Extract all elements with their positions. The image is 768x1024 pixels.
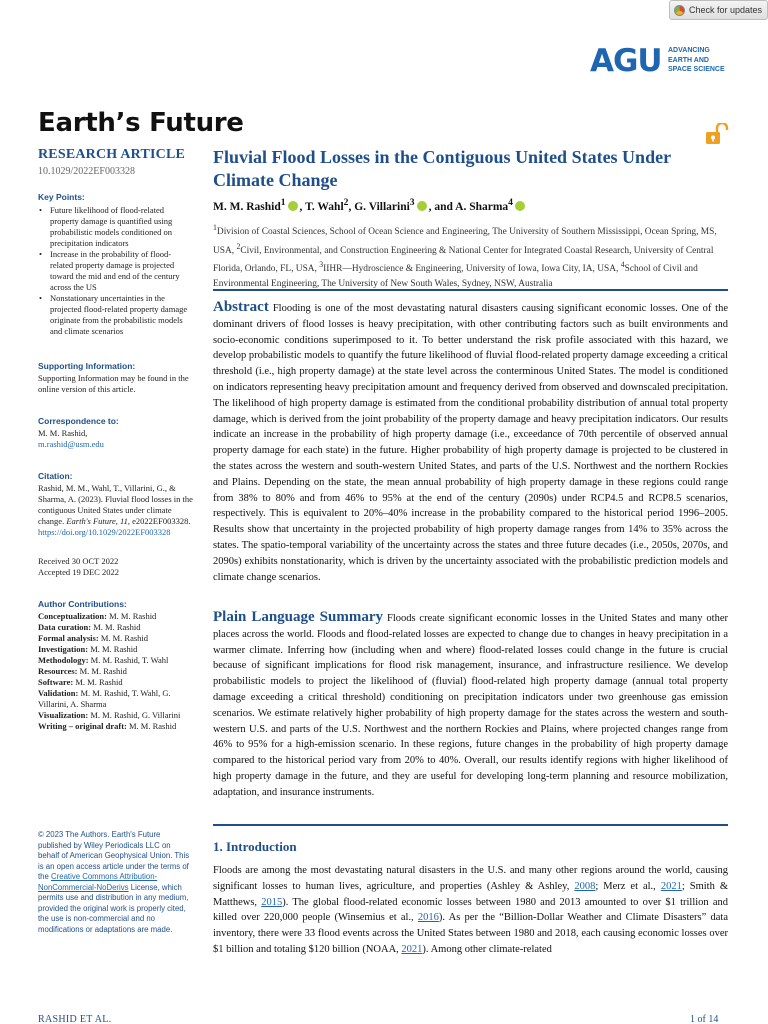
author-contributions-heading: Author Contributions:	[38, 599, 127, 609]
affiliation: IIHR—Hydroscience & Engineering, University of Iowa, Iowa City, IA, USA,	[323, 264, 621, 275]
contribution-item	[38, 633, 193, 644]
contribution-item	[38, 721, 193, 732]
author-affiliation-mark: 1	[280, 197, 286, 208]
journal-title: Earth’s Future	[38, 108, 244, 138]
crossmark-icon	[674, 5, 685, 16]
author-separator: ,	[348, 200, 355, 213]
check-for-updates-label: Check for updates	[689, 5, 763, 15]
author-affiliation-mark: 2	[343, 197, 349, 208]
introduction-paragraph	[213, 863, 728, 958]
contribution-item	[38, 611, 193, 622]
orcid-icon[interactable]	[288, 201, 298, 211]
abstract	[213, 300, 728, 585]
contribution-names: M. M. Rashid	[126, 721, 177, 731]
contribution-names: M. M. Rashid, T. Wahl	[88, 655, 169, 665]
author-affiliation-mark: 4	[508, 197, 513, 208]
left-sidebar	[38, 147, 193, 732]
agu-logo	[590, 45, 735, 78]
orcid-icon[interactable]	[417, 201, 427, 211]
citation-link[interactable]: 2016	[417, 912, 439, 924]
key-points-heading: Key Points:	[38, 192, 85, 202]
plain-language-summary	[213, 610, 728, 801]
affiliation: Civil, Environmental, and Construction Engineering & National Center for Integrated Coastal Research, University of Central Florida, Orlando, FL, USA,	[213, 245, 714, 275]
key-point: • Nonstationary uncertainties in the projected flood-related property damage originate from the probabilistic models and climate scenarios	[38, 293, 193, 337]
license-text: License, which permits use and distribution in any medium, provided the original work is properly cited, the use is non-commercial and no modifications or adaptations are made.	[38, 882, 189, 934]
introduction-heading: 1. Introduction	[213, 839, 297, 854]
contribution-role: Validation:	[38, 688, 79, 698]
supporting-info-heading: Supporting Information:	[38, 361, 136, 371]
received-date: Received 30 OCT 2022	[38, 556, 119, 566]
citation-link[interactable]: 2008	[574, 880, 596, 892]
intro-text: ). Among other climate-related	[422, 943, 552, 955]
contribution-item	[38, 655, 193, 666]
article-title	[213, 146, 728, 192]
author-separator: ,	[299, 200, 306, 213]
contribution-item	[38, 622, 193, 633]
affiliations	[213, 221, 728, 291]
section-divider	[213, 289, 728, 291]
author[interactable]	[354, 197, 415, 213]
contribution-role: Visualization:	[38, 710, 89, 720]
contribution-role: Formal analysis:	[38, 633, 99, 643]
agu-tagline	[668, 46, 725, 75]
contribution-names: M. M. Rashid	[106, 611, 157, 621]
author-separator: , and	[428, 200, 456, 213]
contribution-role: Investigation:	[38, 644, 89, 654]
correspondence-email-link[interactable]: m.rashid@usm.edu	[38, 439, 104, 449]
contribution-names: M. M. Rashid	[91, 622, 141, 632]
author-name: M. M. Rashid	[213, 200, 281, 213]
contribution-item	[38, 710, 193, 721]
plain-language-summary-heading: Plain Language Summary	[213, 609, 383, 625]
citation-body: Rashid, M. M., Wahl, T., Villarini, G., & Sharma, A. (2023). Fluvial flood losses in the contiguous United States under climate change.	[38, 483, 193, 526]
affiliation: Division of Coastal Sciences, School of Ocean Science and Engineering, The University of Southern Mississippi, Ocean Spring, MS, USA,	[213, 227, 717, 256]
citation-link[interactable]: 2015	[261, 896, 283, 908]
contribution-names: M. M. Rashid	[73, 677, 123, 687]
citation-link[interactable]: 2021	[660, 880, 682, 892]
citation-doi-link[interactable]: https://doi.org/10.1029/2022EF003328	[38, 527, 171, 537]
affiliation: School of Civil and Environmental Engineering, The University of New South Wales, Sydney, NSW, Australia	[213, 264, 698, 289]
check-for-updates-button[interactable]	[669, 0, 768, 20]
contribution-item	[38, 644, 193, 655]
correspondence-heading: Correspondence to:	[38, 416, 119, 426]
affiliation-mark: 2	[236, 241, 241, 251]
contribution-item	[38, 677, 193, 688]
contribution-item	[38, 688, 193, 710]
author-contributions-list	[38, 611, 193, 732]
agu-tagline-line: ADVANCING	[668, 47, 710, 54]
key-points-list	[38, 205, 193, 337]
affiliation-mark: 1	[213, 223, 217, 232]
article-title-line: Climate Change	[213, 170, 338, 190]
citation-text	[38, 483, 193, 538]
correspondence-name: M. M. Rashid,	[38, 428, 88, 438]
license-text: © 2023 The Authors. Earth's Future published by Wiley Periodicals LLC on behalf of American Geophysical Union. This is an open access article under the terms of the	[38, 830, 190, 881]
contribution-role: Data curation:	[38, 622, 92, 632]
footer-page-number: 1 of 14	[690, 1014, 719, 1024]
intro-text: ). The global flood-related economic losses between 1980 and 2013 amounted to over $1 trillion and killed over 220,000 people (Winsemius et al.,	[213, 896, 728, 924]
intro-text: ; Merz et al.,	[595, 880, 661, 892]
key-point: • Increase in the probability of flood-related property damage is projected toward the mid and end of the century across the US	[38, 249, 193, 293]
agu-tagline-line: SPACE SCIENCE	[668, 66, 725, 73]
accepted-date: Accepted 19 DEC 2022	[38, 567, 119, 577]
creative-commons-link[interactable]: Creative Commons Attribution-NonCommercial-NoDerivs	[38, 872, 158, 892]
citation-tail: , e2022EF003328.	[127, 516, 191, 526]
license-notice	[38, 830, 190, 935]
intro-text: ; Smith & Matthews,	[213, 880, 728, 908]
contribution-item	[38, 666, 193, 677]
plain-language-summary-text: Floods create significant economic losses in the United States and many other places across the world. Floods and flood-related losses are expected to change due to changes in heavy precipitation in a warmer climate. Inferring how (including when and where) flood-related losses could change in the future is crucial because of significant implications for flood risk management, insurance, and infrastructure resilience. We develop probabilistic models to project the likelihood of (fluvial) flood-related high property damage (annual total property damage exceeding a critical threshold) conditioning on precipitation indicators under two greenhouse gas emission scenarios. We estimate relatively higher probability of high property damage for the states across the western and south-western U.S. and parts of the U.S. Northwest and the northern Rockies and Plains, where projected changes range from 46% to 95% for a high-emission scenario. In these regions, future changes in the probability of high property damage compared to the historical period vary from 20% to 40%. Overall, our results identify regions with higher likelihood of high property damage in the future, and they are useful for developing long-term planning and resource mobilization, adaptation, and insurance instruments.	[213, 613, 728, 798]
contribution-role: Software:	[38, 677, 74, 687]
contribution-names: M. M. Rashid	[88, 644, 138, 654]
agu-wordmark: AGU	[590, 43, 662, 79]
open-lock-icon	[705, 123, 729, 145]
author-affiliation-mark: 3	[409, 197, 415, 208]
contribution-role: Methodology:	[38, 655, 89, 665]
article-type: RESEARCH ARTICLE	[38, 147, 186, 162]
author[interactable]	[455, 197, 513, 213]
article-title-line: Fluvial Flood Losses in the Contiguous United States Under	[213, 147, 672, 167]
section-divider	[213, 824, 728, 826]
author-name: G. Villarini	[354, 200, 410, 213]
contribution-names: M. M. Rashid	[77, 666, 127, 676]
citation-heading: Citation:	[38, 471, 73, 481]
abstract-heading: Abstract	[213, 299, 269, 315]
contribution-role: Conceptualization:	[38, 611, 107, 621]
article-doi: 10.1029/2022EF003328	[38, 166, 135, 177]
intro-text: ). As per the “Billion-Dollar Weather and Climate Disasters” data inventory, there were 33 flood events across the United States between 1980 and 2018, each causing economic losses over $1 billion and totaling $120 billion (NOAA,	[213, 912, 728, 955]
contribution-names: M. M. Rashid	[98, 633, 149, 643]
supporting-info-text: Supporting Information may be found in the online version of this article.	[38, 373, 189, 394]
citation-volume-separator: ,	[115, 516, 121, 526]
citation-journal: Earth's Future	[66, 516, 116, 526]
agu-tagline-line: EARTH AND	[668, 56, 709, 64]
author-list	[213, 197, 728, 213]
citation-volume: 11	[120, 516, 128, 526]
contribution-role: Resources:	[38, 666, 78, 676]
abstract-text: Flooding is one of the most devastating natural disasters causing significant economic losses. One of the dominant drivers of flood losses is heavy precipitation, with other contributing factors such as built environments and socio-economic conditions superimposed to it. To better understand the risk profile associated with this hazard, we develop probabilistic models to quantify the future likelihood of fluvial flood-related property damage exceeding a critical threshold (i.e., high property damage) at the state level across the conterminous United States. The model is conditioned on indicators representing heavy precipitation amount and frequency derived from observed and downscaled precipitation. The likelihood of high property damage is estimated from the conditional probability distribution of annual total property damage, which is derived from the joint probability of the property damage and heavy precipitation indicators. Our results indicate an increase in the probability of high property damage (i.e., exceedance of 70th percentile of observed annual property damage for each state) in the future. Higher probability of high property damage is projected to be clustered in the states across the western and south-western United States, and parts of the U.S. Northwest and the northern Rockies and Plains. Depending on the state, the mean annual probability of high property damage in these regions could range from 38% to 80% and from 46% to 95% at the end of the century (2090s) under RCP4.5 and RCP8.5 scenarios, respectively. This is equivalent to 20%–40% increase in the probability compared to the historical period 1996–2005. Results show that uncertainty in the projected probability of high property damage ranges from 14% to 35% across the states. The spatio-temporal variability of the uncertainty across the states and three future decades (i.e., 2050s, 2070s, and 2090s) exhibits nonstationarity, which is driven by the uncertainty associated with the probabilistic prediction models and climate change scenarios.	[213, 303, 728, 583]
affiliation-mark: 3	[319, 260, 324, 270]
intro-text: Floods are among the most devastating natural disasters in the U.S. and many other regions around the world, causing significant losses to human lives, agriculture, and properties (Ashley & Ashley,	[213, 865, 728, 892]
author[interactable]	[305, 197, 349, 213]
contribution-names: M. M. Rashid, T. Wahl, G. Villarini, A. Sharma	[38, 688, 171, 709]
key-point: • Future likelihood of flood-related property damage is quantified using probabilistic models conditioned on precipitation indicators	[38, 205, 193, 249]
contribution-role: Writing – original draft:	[38, 721, 127, 731]
author-name: A. Sharma	[455, 200, 509, 213]
orcid-icon[interactable]	[515, 201, 525, 211]
author-name: T. Wahl	[305, 200, 344, 213]
author[interactable]	[213, 197, 286, 213]
contribution-names: M. M. Rashid, G. Villarini	[88, 710, 181, 720]
affiliation-mark: 4	[620, 260, 625, 270]
footer-author: RASHID ET AL.	[38, 1014, 112, 1024]
citation-link[interactable]: 2021	[401, 943, 423, 955]
